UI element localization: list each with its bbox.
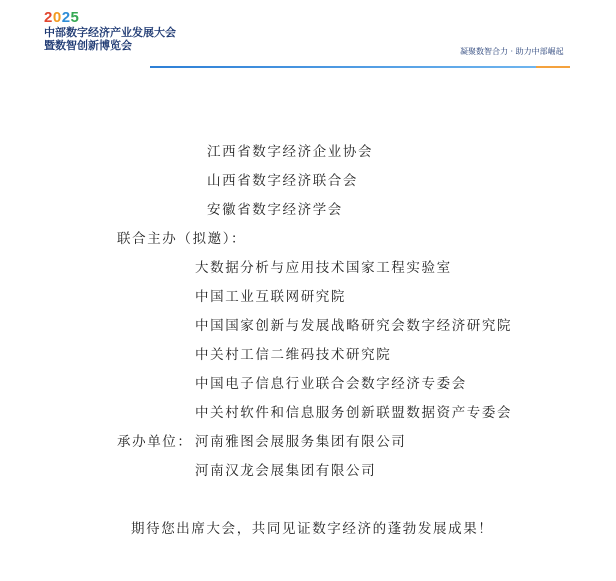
co-host-item: 中国电子信息行业联合会数字经济专委会 bbox=[195, 376, 467, 392]
co-host-item: 中关村软件和信息服务创新联盟数据资产专委会 bbox=[195, 405, 513, 421]
co-hosts-label: 联合主办（拟邀）： bbox=[117, 231, 247, 247]
event-logo bbox=[44, 10, 176, 52]
header-divider bbox=[150, 66, 570, 68]
logo-year bbox=[44, 10, 176, 26]
organizer-item: 安徽省数字经济学会 bbox=[207, 202, 343, 218]
header-divider-accent bbox=[536, 66, 570, 68]
year-digit-1: 2 bbox=[44, 9, 53, 26]
logo-title-line-1: 中部数字经济产业发展大会 bbox=[44, 26, 176, 39]
co-host-item: 中关村工信二维码技术研究院 bbox=[195, 347, 392, 363]
undertaker-item: 河南汉龙会展集团有限公司 bbox=[195, 463, 377, 479]
year-digit-4: 5 bbox=[70, 9, 80, 26]
undertaker-item: 河南雅图会展服务集团有限公司 bbox=[195, 434, 407, 450]
co-host-item: 中国国家创新与发展战略研究会数字经济研究院 bbox=[195, 318, 513, 334]
year-digit-3: 2 bbox=[61, 9, 71, 26]
co-host-item: 中国工业互联网研究院 bbox=[195, 289, 346, 305]
closing-message: 期待您出席大会，共同见证数字经济的蓬勃发展成果！ bbox=[131, 521, 494, 537]
co-host-item: 大数据分析与应用技术国家工程实验室 bbox=[195, 260, 452, 276]
organizer-item: 山西省数字经济联合会 bbox=[207, 173, 358, 189]
organizer-item: 江西省数字经济企业协会 bbox=[207, 144, 374, 160]
header-slogan: 凝聚数智合力 · 助力中部崛起 bbox=[460, 47, 564, 56]
undertaker-label: 承办单位： bbox=[117, 434, 193, 450]
logo-title-line-2: 暨数智创新博览会 bbox=[44, 39, 132, 52]
document-header bbox=[0, 0, 616, 80]
year-digit-2: 0 bbox=[52, 9, 62, 26]
